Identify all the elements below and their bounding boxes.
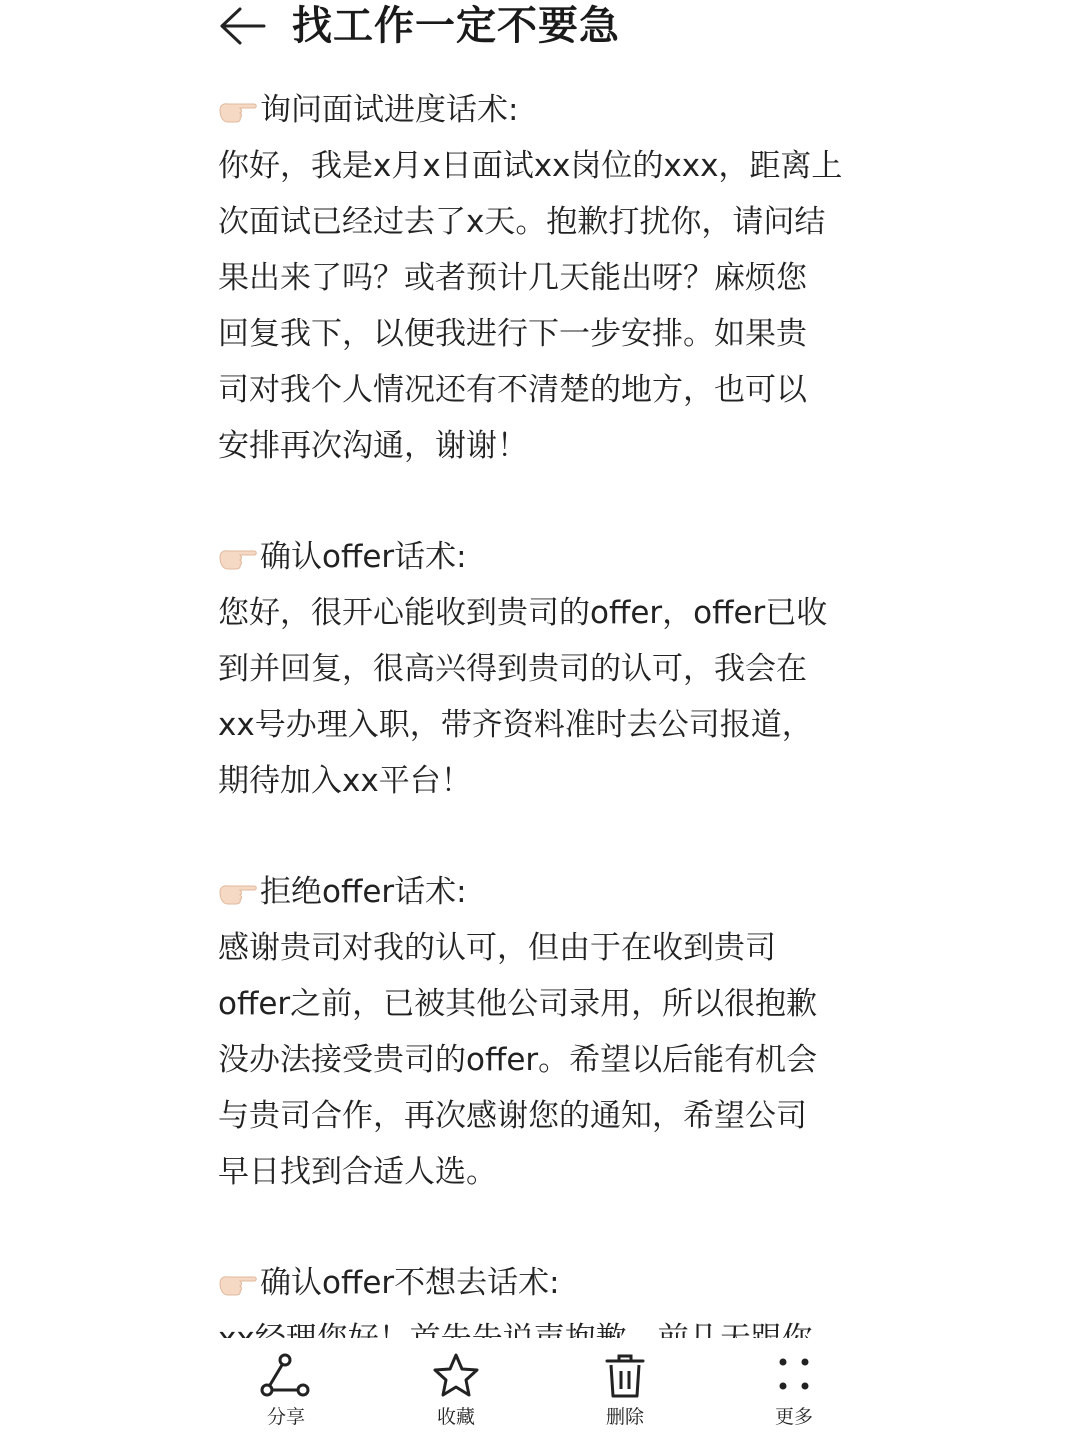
back-arrow-icon — [216, 4, 268, 48]
more-button[interactable] — [734, 1352, 854, 1438]
text-line: 次面试已经过去了x天。抱歉打扰你，请问结 — [218, 204, 826, 240]
share-button[interactable] — [226, 1352, 346, 1438]
section-text — [218, 585, 868, 809]
back-button[interactable] — [216, 4, 268, 48]
pointing-hand-icon — [218, 878, 258, 906]
favorite-label: 收藏 — [436, 1406, 475, 1428]
section-heading — [218, 82, 868, 138]
more-dots-icon — [767, 1352, 821, 1400]
pointing-hand-icon — [218, 543, 258, 571]
text-line: 感谢贵司对我的认可，但由于在收到贵司 — [218, 930, 776, 966]
section-heading — [218, 529, 868, 585]
favorite-button[interactable] — [396, 1352, 516, 1438]
share-icon — [259, 1352, 313, 1400]
text-line: 司对我个人情况还有不清楚的地方，也可以 — [218, 372, 807, 408]
text-line: 到并回复，很高兴得到贵司的认可，我会在 — [218, 651, 807, 687]
note-section — [218, 82, 868, 474]
bottom-toolbar — [0, 1338, 1080, 1440]
pointing-hand-icon — [218, 1269, 258, 1297]
note-section — [218, 529, 868, 809]
text-line: 您好，很开心能收到贵司的offer，offer已收 — [218, 595, 828, 631]
page-title: 找工作一定不要急 — [292, 3, 620, 49]
text-line: 你好，我是x月x日面试xx岗位的xxx，距离上 — [218, 148, 843, 184]
star-icon — [429, 1352, 483, 1400]
app-header — [0, 0, 1080, 62]
text-line: 早日找到合适人选。 — [218, 1154, 497, 1190]
text-line: 与贵司合作，再次感谢您的通知，希望公司 — [218, 1098, 807, 1134]
delete-label: 删除 — [605, 1406, 644, 1428]
text-line: offer之前，已被其他公司录用，所以很抱歉 — [218, 986, 818, 1022]
note-section — [218, 864, 868, 1200]
delete-button[interactable] — [565, 1352, 685, 1438]
section-heading-text: 询问面试进度话术: — [260, 92, 519, 128]
more-label: 更多 — [774, 1406, 813, 1428]
text-line: 期待加入xx平台！ — [218, 763, 472, 799]
section-text — [218, 138, 868, 474]
section-heading-text: 确认offer不想去话术: — [260, 1265, 560, 1301]
section-heading-text: 拒绝offer话术: — [260, 874, 467, 910]
text-line: xx号办理入职，带齐资料准时去公司报道， — [218, 707, 813, 743]
text-line: 回复我下，以便我进行下一步安排。如果贵 — [218, 316, 807, 352]
section-heading-text: 确认offer话术: — [260, 539, 467, 575]
share-label: 分享 — [266, 1406, 305, 1428]
pointing-hand-icon — [218, 96, 258, 124]
section-heading — [218, 864, 868, 920]
text-line: 没办法接受贵司的offer。希望以后能有机会 — [218, 1042, 818, 1078]
section-text — [218, 920, 868, 1200]
section-heading — [218, 1255, 868, 1311]
text-line: 果出来了吗？或者预计几天能出呀？麻烦您 — [218, 260, 807, 296]
trash-icon — [598, 1352, 652, 1400]
note-content — [218, 82, 868, 1334]
text-line: 安排再次沟通，谢谢！ — [218, 428, 528, 464]
